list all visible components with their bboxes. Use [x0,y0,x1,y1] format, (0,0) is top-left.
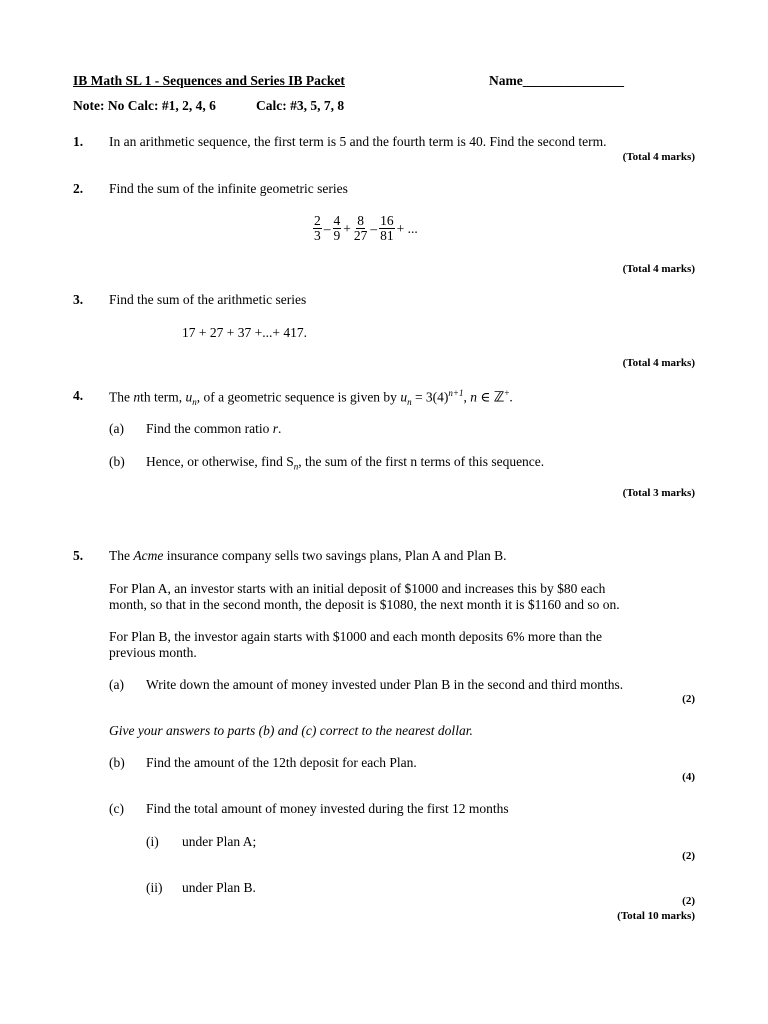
question-5-intro: The Acme insurance company sells two savings plans, Plan A and Plan B. [109,548,507,563]
rounding-instruction: Give your answers to parts (b) and (c) correct to the nearest dollar. [109,723,473,738]
question-5a-marks: (2) [682,693,695,705]
fraction-term-3: $\frac{8}{27}$ [353,213,368,244]
question-3-text: Find the sum of the arithmetic series [109,292,307,307]
fraction-term-1: $\frac{2}{3}$ [314,213,321,244]
question-5ci-text: under Plan A; [182,834,257,849]
question-1-marks: (Total 4 marks) [622,151,695,163]
question-4-text: The nth term, $u_n$, of a geometric sequence is given by $u_n = 3(4)^{n+1}$, n ∈ ℤ+. [109,388,513,408]
plan-b-line-1: For Plan B, the investor again starts with $1000 and each month deposits 6% more than the [109,629,603,644]
fraction-term-2: $\frac{4}{9}$ [333,213,341,244]
question-4a-label: (a) [109,421,124,436]
geometric-series-expression: $\frac{2}{3}$ – $\frac{4}{9}$ + $\frac{8}{27}$ – $\frac{16}{81}$ + ... [314,213,418,244]
question-2-text: Find the sum of the infinite geometric series [109,181,348,196]
question-5a-label: (a) [109,677,124,692]
question-3-number: 3. [73,292,84,307]
plan-a-line-1: For Plan A, an investor starts with an initial deposit of $1000 and increases this by $80 each [109,581,606,596]
question-5a-text: Write down the amount of money invested under Plan B in the second and third months. [146,677,624,692]
question-5cii-label: (ii) [146,880,163,895]
question-2-number: 2. [73,181,84,196]
question-5b-marks: (4) [682,771,695,783]
question-4b-label: (b) [109,454,125,469]
fraction-term-4: $\frac{16}{81}$ [380,213,394,244]
calc-note: Calc: #3, 5, 7, 8 [256,98,345,113]
question-5-marks: (Total 10 marks) [617,910,695,922]
question-5b-text: Find the amount of the 12th deposit for each Plan. [146,755,417,770]
question-1-text: In an arithmetic sequence, the first term is 5 and the fourth term is 40. Find the second term. [109,134,607,149]
question-5c-label: (c) [109,801,124,816]
question-5c-text: Find the total amount of money invested during the first 12 months [146,801,509,816]
question-5-number: 5. [73,548,84,563]
plan-a-line-2: month, so that in the second month, the deposit is $1080, the next month it is $1160 and so on. [109,597,620,612]
question-5b-label: (b) [109,755,125,770]
question-5ci-label: (i) [146,834,159,849]
no-calc-note: Note: No Calc: #1, 2, 4, 6 [73,98,216,113]
question-4b-text: Hence, or otherwise, find $S_n$, the sum of the first n terms of this sequence. [146,454,545,472]
plan-b-line-2: previous month. [109,645,197,660]
question-4-marks: (Total 3 marks) [622,487,695,499]
question-4a-text: Find the common ratio r. [146,421,282,436]
question-3-marks: (Total 4 marks) [622,357,695,369]
page-title: IB Math SL 1 - Sequences and Series IB Packet [73,73,345,88]
question-1-number: 1. [73,134,84,149]
name-field-label: Name_______________ [489,73,624,88]
question-2-marks: (Total 4 marks) [622,263,695,275]
arithmetic-series-expression: 17 + 27 + 37 +...+ 417. [182,325,307,340]
question-5ci-marks: (2) [682,850,695,862]
question-5cii-text: under Plan B. [182,880,256,895]
question-4-number: 4. [73,388,84,403]
integers-symbol: ℤ [493,389,505,406]
question-5cii-marks: (2) [682,895,695,907]
